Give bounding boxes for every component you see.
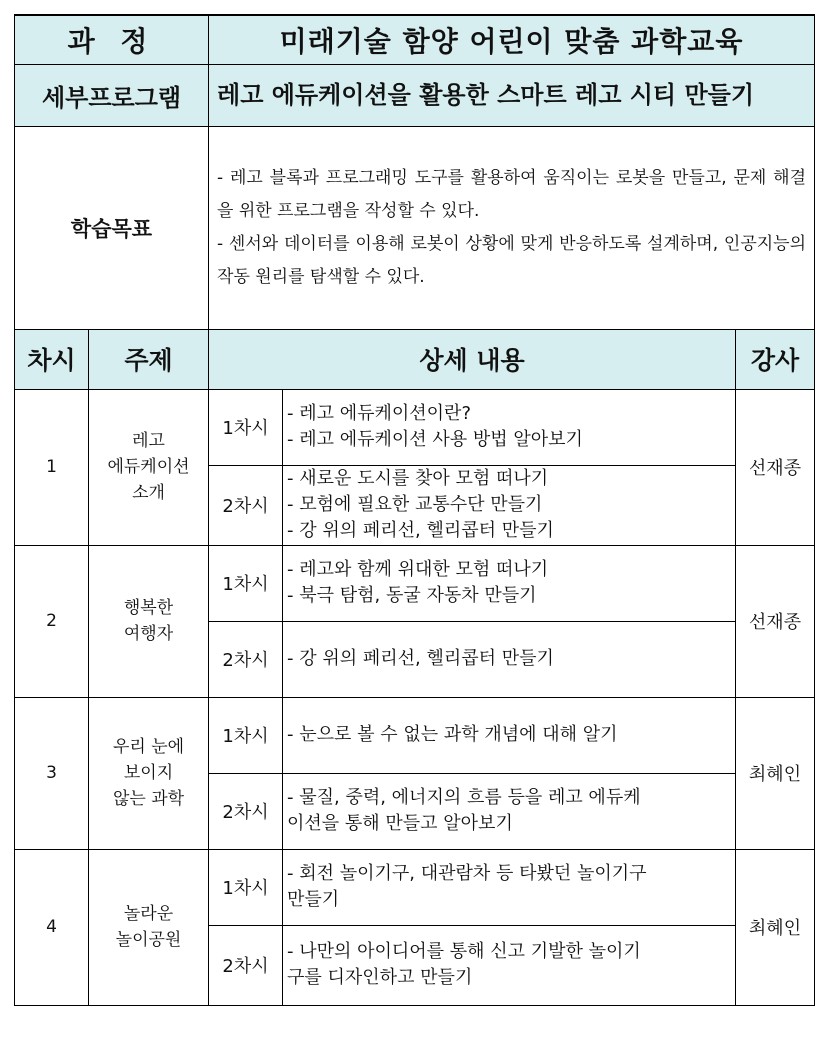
teacher-name: 선재종: [736, 545, 815, 697]
topic-line: 행복한: [123, 598, 174, 618]
topic: [89, 697, 209, 849]
detail-line: - 강 위의 페리선, 헬리콥터 만들기: [287, 520, 554, 541]
table-row: [15, 849, 815, 925]
table-row: [15, 389, 815, 465]
course-label: 과 정: [15, 15, 209, 64]
topic: [89, 389, 209, 545]
program-title: 레고 에듀케이션을 활용한 스마트 레고 시티 만들기: [209, 64, 815, 126]
column-header-session-number: 차시: [15, 329, 89, 389]
session-label: 1차시: [209, 697, 283, 773]
curriculum-table: [14, 14, 815, 1006]
goal-item: - 레고 블록과 프로그래밍 도구를 활용하여 움직이는 로봇을 만들고, 문제 해결을 위한 프로그램을 작성할 수 있다.: [217, 167, 807, 221]
detail-line: 만들기: [287, 889, 340, 910]
topic-line: 에듀케이션: [107, 457, 190, 477]
teacher-name: 최혜인: [736, 849, 815, 1005]
topic-line: 여행자: [123, 624, 174, 644]
detail-line: - 새로운 도시를 찾아 모험 떠나기: [287, 468, 549, 489]
course-title: 미래기술 함양 어린이 맞춤 과학교육: [209, 15, 815, 64]
table-row: [15, 697, 815, 773]
detail-line: - 눈으로 볼 수 없는 과학 개념에 대해 알기: [287, 724, 618, 745]
session-detail: [283, 545, 736, 621]
detail-line: - 나만의 아이디어를 통해 신고 기발한 놀이기: [287, 941, 641, 962]
detail-line: 구를 디자인하고 만들기: [287, 967, 473, 988]
session-detail: [283, 925, 736, 1005]
program-label: 세부프로그램: [15, 64, 209, 126]
topic-line: 우리 눈에: [112, 737, 185, 757]
session-detail: [283, 465, 736, 545]
goals-text: [209, 126, 815, 329]
goal-item: - 센서와 데이터를 이용해 로봇이 상황에 맞게 반응하도록 설계하며, 인공지능의 작동 원리를 탐색할 수 있다.: [217, 233, 807, 287]
session-label: 1차시: [209, 389, 283, 465]
session-label: 2차시: [209, 621, 283, 697]
topic-line: 보이지: [123, 763, 174, 783]
detail-line: - 북극 탐험, 동굴 자동차 만들기: [287, 585, 537, 606]
session-number: 1: [15, 389, 89, 545]
teacher-name: 선재종: [736, 389, 815, 545]
session-detail: [283, 621, 736, 697]
session-number: 4: [15, 849, 89, 1005]
column-header-teacher: 강사: [736, 329, 815, 389]
topic-line: 소개: [132, 483, 165, 503]
topic-line: 않는 과학: [112, 789, 185, 809]
topic-line: 놀라운: [123, 904, 174, 924]
detail-line: - 레고 에듀케이션이란?: [287, 403, 471, 424]
topic: [89, 545, 209, 697]
session-detail: [283, 697, 736, 773]
detail-line: 이션을 통해 만들고 알아보기: [287, 813, 513, 834]
detail-line: - 회전 놀이기구, 대관람차 등 타봤던 놀이기구: [287, 863, 647, 884]
session-number: 3: [15, 697, 89, 849]
session-label: 1차시: [209, 545, 283, 621]
detail-line: - 물질, 중력, 에너지의 흐름 등을 레고 에듀케: [287, 787, 641, 808]
topic-line: 놀이공원: [115, 930, 182, 950]
session-label: 1차시: [209, 849, 283, 925]
topic-line: 레고: [132, 431, 165, 451]
column-header-topic: 주제: [89, 329, 209, 389]
session-detail: [283, 389, 736, 465]
session-detail: [283, 849, 736, 925]
column-header-detail: 상세 내용: [209, 329, 736, 389]
teacher-name: 최혜인: [736, 697, 815, 849]
detail-line: - 레고 에듀케이션 사용 방법 알아보기: [287, 429, 583, 450]
detail-line: - 강 위의 페리선, 헬리콥터 만들기: [287, 648, 554, 669]
session-number: 2: [15, 545, 89, 697]
session-label: 2차시: [209, 925, 283, 1005]
session-label: 2차시: [209, 465, 283, 545]
goals-label: 학습목표: [15, 126, 209, 329]
detail-line: - 레고와 함께 위대한 모험 떠나기: [287, 559, 549, 580]
session-label: 2차시: [209, 773, 283, 849]
session-detail: [283, 773, 736, 849]
topic: [89, 849, 209, 1005]
table-row: [15, 545, 815, 621]
detail-line: - 모험에 필요한 교통수단 만들기: [287, 494, 543, 515]
